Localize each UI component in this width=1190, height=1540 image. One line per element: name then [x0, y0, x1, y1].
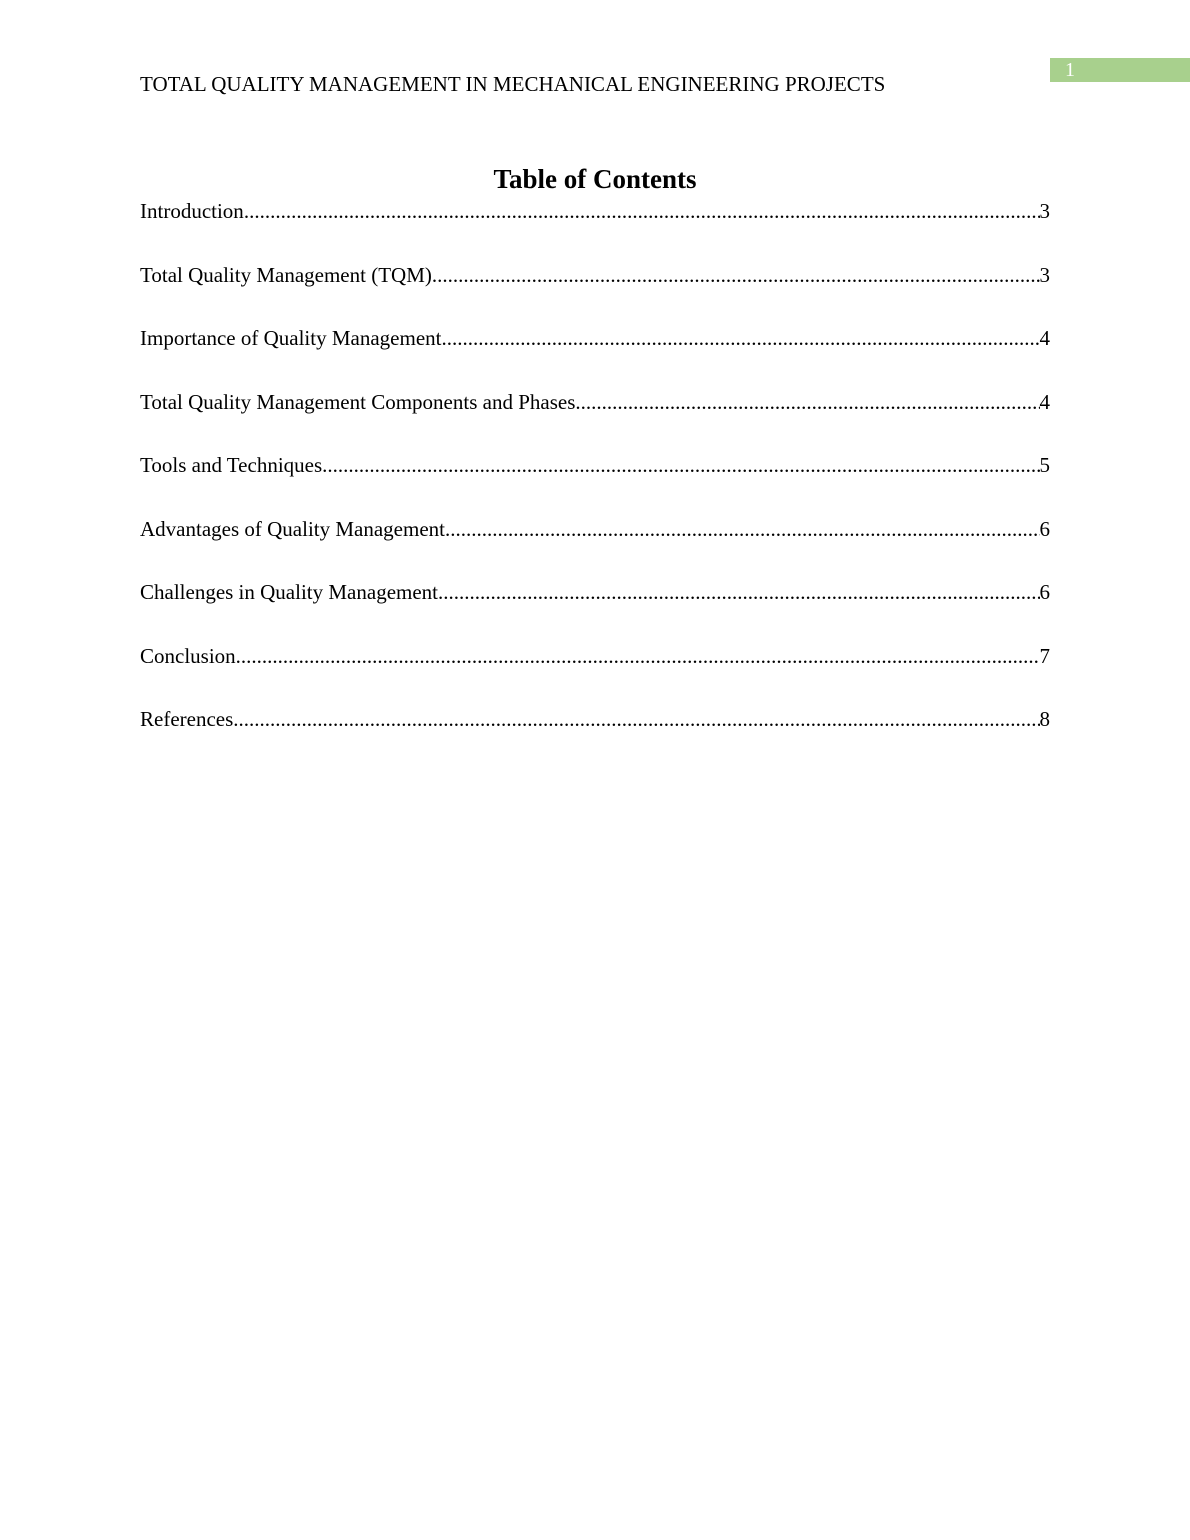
toc-entry-references[interactable] — [140, 705, 1050, 769]
toc-entry-label: Introduction — [140, 199, 244, 223]
toc-entry-label: Tools and Techniques — [140, 453, 323, 477]
toc-entry-tools[interactable] — [140, 451, 1050, 515]
toc-entry-page: 4 — [1039, 326, 1050, 350]
page-number-box — [1050, 58, 1190, 82]
toc-entry-page: 6 — [1039, 580, 1050, 604]
toc-entry-introduction[interactable] — [140, 197, 1050, 261]
toc-entry-label: Total Quality Management Components and Phases — [140, 389, 576, 414]
toc-dot-leader — [432, 261, 1040, 289]
page-number: 1 — [1065, 59, 1075, 81]
toc-dot-leader — [236, 642, 1040, 670]
toc-dot-leader — [438, 578, 1039, 606]
toc-entry-label: Challenges in Quality Management — [140, 580, 439, 604]
toc-entry-label: Total Quality Management (TQM) — [140, 262, 432, 287]
toc-dot-leader — [244, 197, 1040, 225]
toc-dot-leader — [441, 324, 1039, 352]
toc-entry-page: 3 — [1039, 262, 1050, 287]
toc-entry-importance[interactable] — [140, 324, 1050, 388]
running-head: TOTAL QUALITY MANAGEMENT IN MECHANICAL ENGINEERING PROJECTS — [140, 72, 886, 96]
toc-entry-page: 5 — [1039, 453, 1050, 477]
toc-entry-components[interactable] — [140, 388, 1050, 452]
toc-entry-advantages[interactable] — [140, 515, 1050, 579]
toc-entry-challenges[interactable] — [140, 578, 1050, 642]
toc-dot-leader — [445, 515, 1040, 543]
toc-entry-label: References — [140, 707, 234, 731]
toc-entry-label: Conclusion — [140, 643, 236, 668]
toc-entry-page: 4 — [1039, 389, 1050, 414]
toc-title: Table of Contents — [493, 164, 697, 194]
toc-entry-tqm[interactable] — [140, 261, 1050, 325]
toc-dot-leader — [233, 705, 1039, 733]
toc-dot-leader — [575, 388, 1039, 416]
toc-list — [140, 197, 1050, 769]
toc-entry-label: Advantages of Quality Management — [140, 516, 445, 541]
toc-entry-page: 8 — [1039, 707, 1050, 731]
toc-dot-leader — [322, 451, 1039, 479]
toc-entry-page: 6 — [1039, 516, 1050, 541]
toc-entry-page: 7 — [1039, 643, 1050, 668]
toc-entry-page: 3 — [1039, 199, 1050, 223]
toc-entry-conclusion[interactable] — [140, 642, 1050, 706]
toc-entry-label: Importance of Quality Management — [140, 326, 442, 350]
